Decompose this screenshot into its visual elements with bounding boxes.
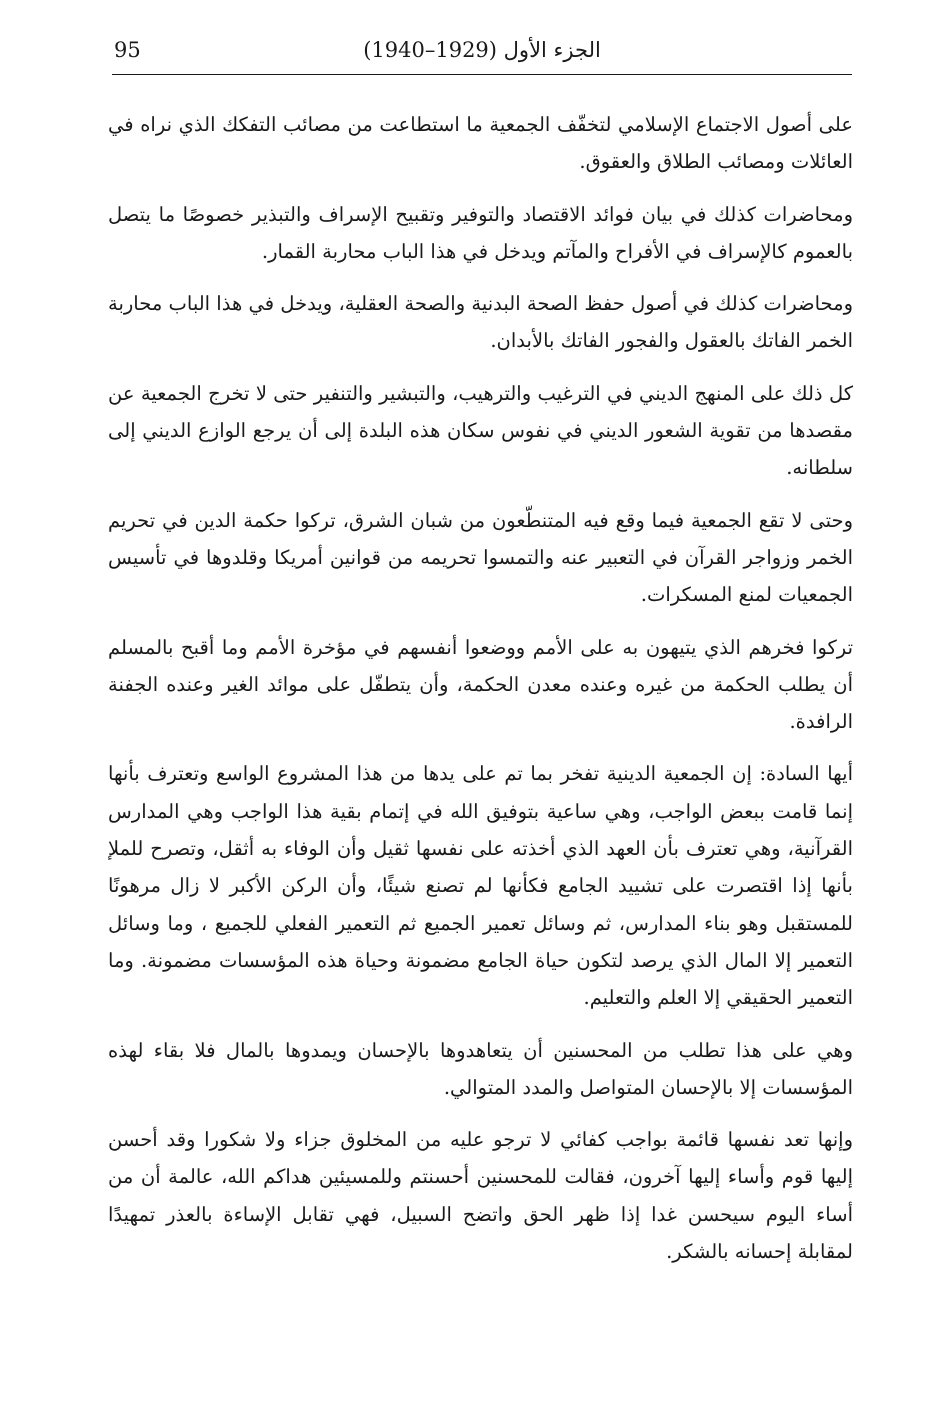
paragraph: وهي على هذا تطلب من المحسنين أن يتعاهدوها بالإحسان ويمدوها بالمال فلا بقاء لهذه المؤسسات إلا بالإحسان المتواصل والمدد المتوالي. — [108, 1038, 853, 1099]
page-number: 95 — [114, 38, 141, 62]
paragraph: ومحاضرات كذلك في بيان فوائد الاقتصاد والتوفير وتقبيح الإسراف والتبذير خصوصًا ما يتصل بالعموم كالإسراف في الأفراح والمآتم ويدخل في هذا الباب محاربة القمار. — [108, 202, 853, 263]
paragraph: تركوا فخرهم الذي يتيهون به على الأمم ووضعوا أنفسهم في مؤخرة الأمم وما أقبح بالمسلم أن يطلب الحكمة من غيره وعنده معدن الحكمة، وأن يتطفّل على موائد الغير وعنده الجفنة الرافدة. — [108, 635, 853, 734]
paragraph: وإنها تعد نفسها قائمة بواجب كفائي لا ترجو عليه من المخلوق جزاء ولا شكورا وقد أحسن إليها قوم وأساء إليها آخرون، فقالت للمحسنين أحسنتم وللمسيئين هداكم الله، عالمة أن من أساء اليوم سيحسن غدا إذا ظهر الحق واتضح السبيل، فهي تقابل الإساءة بالعذر تمهيدًا لمقابلة إحسانه بالشكر. — [108, 1128, 853, 1264]
paragraph: وحتى لا تقع الجمعية فيما وقع فيه المتنطّعون من شبان الشرق، تركوا حكمة الدين في تحريم الخمر وزواجر القرآن في التعبير عنه والتمسوا تحريمه من قوانين أمريكا وقلدوها في تأسيس الجمعيات لمنع المسكرات. — [108, 508, 853, 607]
page-body — [108, 106, 853, 1285]
running-head: الجزء الأول (1929–1940) — [363, 38, 601, 62]
paragraph: أيها السادة: إن الجمعية الدينية تفخر بما تم على يدها من هذا المشروع الواسع وتعترف بأنها إنما قامت ببعض الواجب، وهي ساعية بتوفيق الله في إتمام بقية هذا الواجب وهي المدارس القرآنية، وهي تعترف بأن العهد الذي أخذته على نفسها ثقيل وأن الوفاء به أثقل، وتصرح للملإ بأنها إذا اقتصرت على تشييد الجامع فكأنها لم تصنع شيئًا، وأن الركن الأكبر لا زال مرهونًا للمستقبل وهو بناء المدارس، ثم وسائل تعمير الجميع ثم التعمير الفعلي للجميع ، وما وسائل التعمير إلا المال الذي يرصد لتكون حياة الجامع مضمونة وحياة هذه المؤسسات مضمونة. وما التعمير الحقيقي إلا العلم والتعليم. — [108, 762, 853, 1010]
page-header — [112, 34, 852, 75]
paragraph: ومحاضرات كذلك في أصول حفظ الصحة البدنية والصحة العقلية، ويدخل في هذا الباب محاربة الخمر الفاتك بالعقول والفجور الفاتك بالأبدان. — [108, 292, 853, 353]
paragraph: على أصول الاجتماع الإسلامي لتخفّف الجمعية ما استطاعت من مصائب التفكك الذي نراه في العائلات ومصائب الطلاق والعقوق. — [108, 113, 853, 174]
paragraph: كل ذلك على المنهج الديني في الترغيب والترهيب، والتبشير والتنفير حتى لا تخرج الجمعية عن مقصدها من تقوية الشعور الديني في نفوس سكان هذه البلدة إلى أن يرجع الوازع الديني إلى سلطانه. — [108, 381, 853, 480]
